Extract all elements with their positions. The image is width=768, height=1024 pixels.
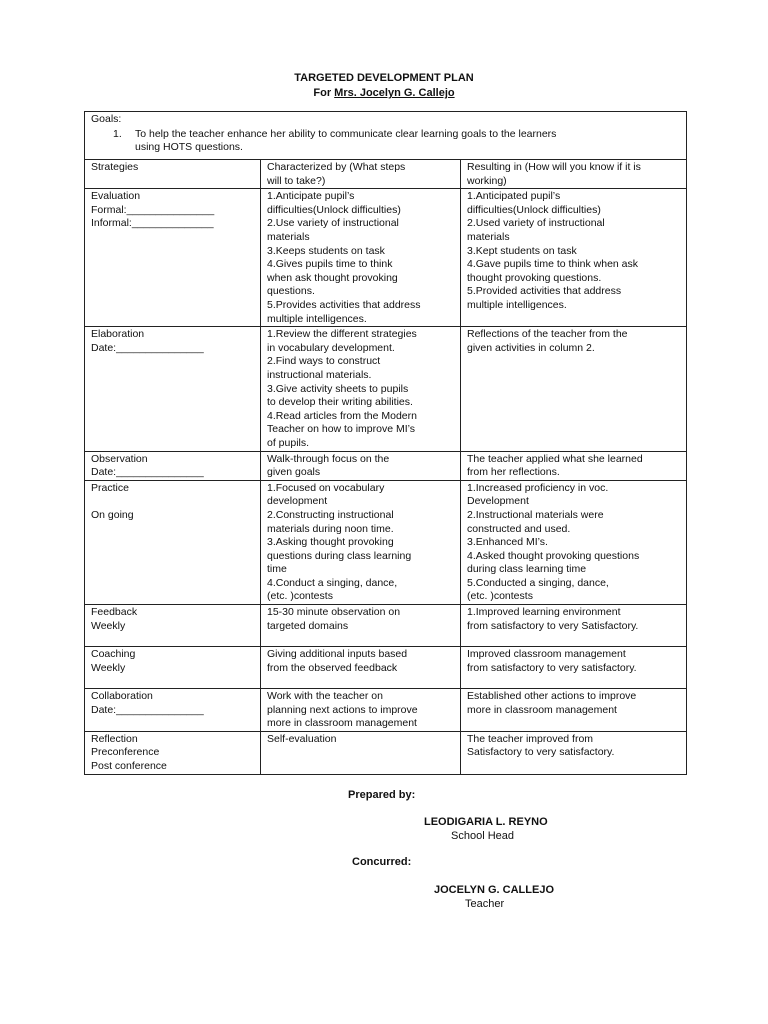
for-prefix: For [313, 87, 335, 99]
result-cell [461, 327, 687, 451]
cell-line: to develop their writing abilities. [267, 396, 413, 409]
cell-line: development [267, 495, 328, 508]
characterized-cell [261, 480, 461, 604]
cell-line: from satisfactory to very satisfactory. [467, 661, 637, 674]
table-row [85, 689, 687, 732]
concurred-name: JOCELYN G. CALLEJO [434, 884, 555, 896]
cell-line: On going [91, 508, 134, 521]
cell-line: of pupils. [267, 436, 310, 449]
header-strategies [85, 160, 261, 189]
table-row [85, 189, 687, 327]
cell-line: multiple intelligences. [267, 312, 367, 325]
cell-line: 15-30 minute observation on [267, 606, 401, 619]
cell-line: 2.Constructing instructional [267, 508, 394, 521]
cell-line [91, 495, 255, 509]
cell-line: Preconference [91, 746, 160, 759]
header-row [85, 160, 687, 189]
cell-line: Teacher on how to improve MI’s [267, 423, 416, 436]
cell-line: when ask thought provoking [267, 271, 398, 284]
cell-line: Reflections of the teacher from the [467, 328, 628, 341]
cell-line: 2.Used variety of instructional [467, 217, 605, 230]
cell-line: Date:_______________ [91, 703, 204, 716]
cell-line: more in classroom management [467, 703, 617, 716]
table-row [85, 451, 687, 480]
document-subtitle [0, 86, 768, 100]
header-characterized [261, 160, 461, 189]
cell-line: Evaluation [91, 190, 141, 203]
goal-line: To help the teacher enhance her ability to communicate clear learning goals to the learners [135, 127, 557, 140]
characterized-cell [261, 451, 461, 480]
header-line: Characterized by (What steps [267, 161, 406, 173]
cell-line: (etc. )contests [467, 590, 533, 603]
cell-line: 1.Anticipate pupil’s [267, 190, 355, 203]
cell-line: 5.Provided activities that address [467, 285, 622, 298]
goals-label: Goals: [91, 113, 122, 125]
cell-line: during class learning time [467, 563, 587, 576]
cell-line: Collaboration [91, 690, 153, 703]
cell-line: 4.Gave pupils time to think when ask [467, 258, 639, 271]
goal-line: using HOTS questions. [135, 141, 243, 154]
header-line: will to take?) [267, 174, 326, 187]
strategy-cell [85, 189, 261, 327]
cell-line: 5.Conducted a singing, dance, [467, 576, 609, 589]
cell-line: Walk-through focus on the [267, 452, 390, 465]
cell-line: Self-evaluation [267, 732, 337, 745]
concurred-label: Concurred: [352, 856, 412, 868]
cell-line: 2.Use variety of instructional [267, 217, 399, 230]
cell-line: 4.Asked thought provoking questions [467, 549, 640, 562]
document-title: TARGETED DEVELOPMENT PLAN [294, 72, 474, 84]
table-row [85, 647, 687, 689]
cell-line: from satisfactory to very Satisfactory. [467, 619, 639, 632]
strategy-cell [85, 647, 261, 689]
cell-line: from her reflections. [467, 466, 560, 479]
result-cell [461, 189, 687, 327]
cell-line: 5.Provides activities that address [267, 298, 421, 311]
teacher-name: Mrs. Jocelyn G. Callejo [334, 87, 455, 99]
concurred-title: Teacher [465, 898, 505, 910]
cell-line: 4.Gives pupils time to think [267, 258, 393, 271]
header-line: Strategies [91, 161, 139, 173]
cell-line: The teacher applied what she learned [467, 452, 643, 465]
table-row [85, 327, 687, 451]
cell-line: Reflection [91, 732, 138, 745]
cell-line: given activities in column 2. [467, 341, 595, 354]
cell-line: Satisfactory to very satisfactory. [467, 746, 615, 759]
cell-line: Elaboration [91, 328, 145, 341]
cell-line: in vocabulary development. [267, 341, 395, 354]
development-plan-table [84, 111, 687, 775]
cell-line: Development [467, 495, 529, 508]
cell-line: more in classroom management [267, 717, 417, 730]
cell-line: 3.Give activity sheets to pupils [267, 382, 409, 395]
cell-line: Practice [91, 481, 129, 494]
cell-line: Work with the teacher on [267, 690, 383, 703]
header-line: working) [467, 174, 507, 187]
cell-line: The teacher improved from [467, 732, 594, 745]
goals-list [91, 128, 681, 155]
cell-line: 3.Asking thought provoking [267, 536, 394, 549]
goals-cell [85, 112, 687, 160]
cell-line: Date:_______________ [91, 341, 204, 354]
cell-line: Weekly [91, 661, 126, 674]
cell-line: 2.Instructional materials were [467, 508, 604, 521]
cell-line: constructed and used. [467, 522, 571, 535]
cell-line: instructional materials. [267, 368, 372, 381]
goal-number: 1. [113, 127, 122, 140]
cell-line: (etc. )contests [267, 590, 333, 603]
cell-line: difficulties(Unlock difficulties) [267, 203, 401, 216]
table-row [85, 605, 687, 647]
cell-line: targeted domains [267, 619, 349, 632]
cell-line: difficulties(Unlock difficulties) [467, 203, 601, 216]
characterized-cell [261, 605, 461, 647]
strategy-cell [85, 689, 261, 732]
characterized-cell [261, 731, 461, 774]
cell-line: 4.Conduct a singing, dance, [267, 576, 398, 589]
cell-line: 1.Improved learning environment [467, 606, 621, 619]
cell-line: thought provoking questions. [467, 271, 602, 284]
cell-line: questions during class learning [267, 549, 412, 562]
characterized-cell [261, 327, 461, 451]
cell-line: Weekly [91, 619, 126, 632]
cell-line: Feedback [91, 606, 138, 619]
cell-line: given goals [267, 466, 321, 479]
result-cell [461, 451, 687, 480]
goals-row [85, 112, 687, 160]
cell-line: Established other actions to improve [467, 690, 637, 703]
cell-line: 1.Increased proficiency in voc. [467, 481, 609, 494]
prepared-by-name: LEODIGARIA L. REYNO [424, 816, 548, 828]
cell-line: time [267, 563, 287, 576]
cell-line: materials [467, 230, 510, 243]
result-cell [461, 605, 687, 647]
cell-line: 2.Find ways to construct [267, 355, 381, 368]
cell-line: questions. [267, 285, 315, 298]
cell-line: multiple intelligences. [467, 298, 567, 311]
goal-item [91, 128, 681, 155]
cell-line: Post conference [91, 760, 167, 773]
cell-line: 3.Kept students on task [467, 244, 577, 257]
cell-line: Date:_______________ [91, 466, 204, 479]
characterized-cell [261, 689, 461, 732]
prepared-by-title: School Head [451, 830, 514, 842]
strategy-cell [85, 605, 261, 647]
cell-line: 3.Keeps students on task [267, 244, 385, 257]
goal-text [135, 128, 556, 155]
cell-line: Observation [91, 452, 148, 465]
cell-line: 1.Anticipated pupil’s [467, 190, 561, 203]
cell-line: Coaching [91, 648, 136, 661]
cell-line: from the observed feedback [267, 661, 398, 674]
result-cell [461, 731, 687, 774]
result-cell [461, 480, 687, 604]
cell-line: 4.Read articles from the Modern [267, 409, 417, 422]
prepared-by-label: Prepared by: [348, 789, 416, 801]
result-cell [461, 647, 687, 689]
cell-line: Giving additional inputs based [267, 648, 408, 661]
cell-line: Informal:______________ [91, 217, 214, 230]
strategy-cell [85, 327, 261, 451]
header-line: Resulting in (How will you know if it is [467, 161, 641, 173]
characterized-cell [261, 647, 461, 689]
cell-line: 1.Review the different strategies [267, 328, 417, 341]
table-row [85, 731, 687, 774]
cell-line: 3.Enhanced MI’s. [467, 536, 548, 549]
strategy-cell [85, 451, 261, 480]
strategy-cell [85, 480, 261, 604]
cell-line: 1.Focused on vocabulary [267, 481, 385, 494]
strategy-cell [85, 731, 261, 774]
characterized-cell [261, 189, 461, 327]
cell-line: Improved classroom management [467, 648, 626, 661]
header-result [461, 160, 687, 189]
cell-line: Formal:_______________ [91, 203, 215, 216]
cell-line: planning next actions to improve [267, 703, 418, 716]
cell-line: materials during noon time. [267, 522, 394, 535]
table-row [85, 480, 687, 604]
cell-line: materials [267, 230, 310, 243]
result-cell [461, 689, 687, 732]
